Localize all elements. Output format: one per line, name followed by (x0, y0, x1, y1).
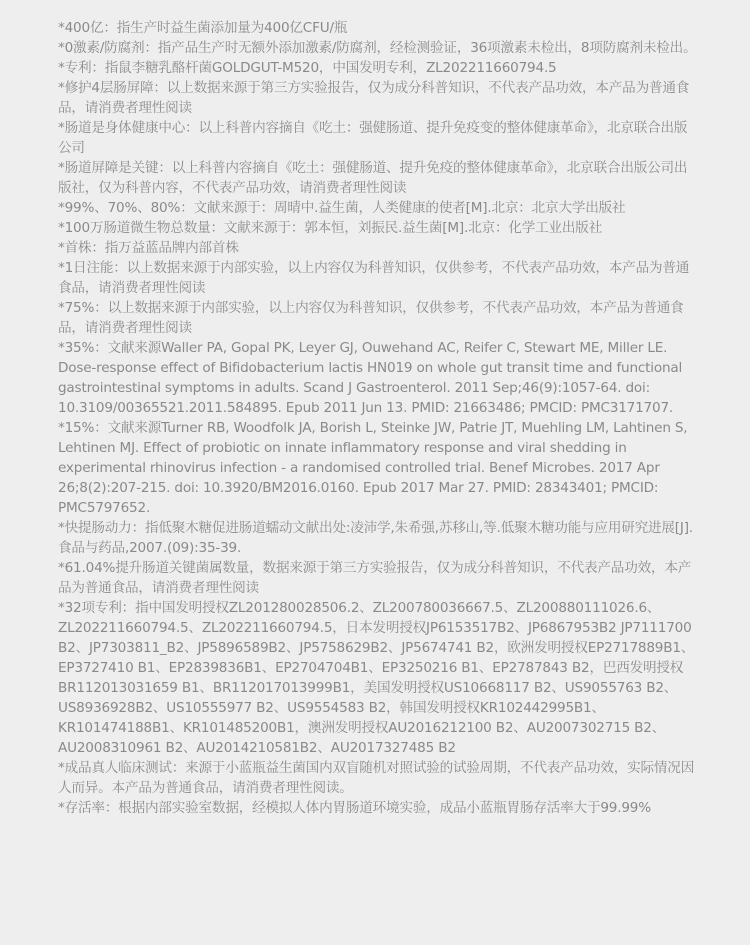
footnote-zero-hormone-preservative: *0激素/防腐剂：指产品生产时无额外添加激素/防腐剂，经检测验证，36项激素未检出，8项防腐剂未检出。 (58, 40, 697, 56)
footnote-gut-health-center: *肠道是身体健康中心：以上科普内容摘自《吃土：强健肠道、提升免疫变的整体健康革命》，北京联合出版公司 (58, 120, 688, 156)
footnote-one-day: *1日注能：以上数据来源于内部实验，以上内容仅为科普知识，仅供参考，不代表产品功效，本产品为普通食品，请消费者理性阅读 (58, 260, 690, 296)
footnote-61-percent: *61.04%提升肠道关键菌属数量，数据来源于第三方实验报告，仅为成分科普知识，不代表产品功效，本产品为普通食品，请消费者理性阅读 (58, 560, 692, 596)
footnote-first-strain: *首株：指万益蓝品牌内部首株 (58, 240, 239, 256)
footnote-15-percent: *15%：文献来源Turner RB, Woodfolk JA, Borish L, Steinke JW, Patrie JT, Muehling LM, Lahtinen S, Lehtinen MJ. Effect of probiotic on innate inflammatory response and viral shedding in experimental rhinovirus infection - a randomised controlled trial. Benef Microbes. 2017 Apr 26;8(2):207-215. doi: 10.3920/BM2016.0160. Epub 2017 Mar 27. PMID: 28343401; PMCID: PMC5797652. (58, 420, 688, 516)
footnote-gut-motility: *快提肠动力：指低聚木糖促进肠道蠕动文献出处:凌沛学,朱希强,苏移山,等.低聚木糖功能与应用研究进展[J].食品与药品,2007.(09):35-39. (58, 520, 693, 556)
footnote-400-billion: *400亿：指生产时益生菌添加量为400亿CFU/瓶 (58, 20, 348, 36)
footnote-32-patents: *32项专利：指中国发明授权ZL201280028506.2、ZL200780036667.5、ZL200880111026.6、ZL202211660794.5、ZL202211660794.5，日本发明授权JP6153517B2、JP6867953B2 JP7111700 B2、JP7303811_B2、JP5896589B2、JP5758629B2、JP5674741 B2，欧洲发明授权EP2717889B1、EP3727410 B1、EP2839836B1、EP2704704B1、EP3250216 B1、EP2787843 B2，巴西发明授权BR112013031659 B1、BR112017013999B1，美国发明授权US10668117 B2、US9055763 B2、US8936928B2、US10555977 B2、US9554583 B2，韩国发明授权KR102442995B1、KR101474188B1、KR101485200B1，澳洲发明授权AU2016212100 B2、AU2007302715 B2、AU2008310961 B2、AU2014210581B2、AU2017327485 B2 (58, 600, 695, 756)
footnote-microbe-count: *100万肠道微生物总数量：文献来源于：郭本恒，刘振民.益生菌[M].北京：化学工业出版社 (58, 220, 603, 236)
footnote-patent: *专利：指鼠李糖乳酪杆菌GOLDGUT-M520，中国发明专利，ZL202211660794.5 (58, 60, 557, 76)
footnote-gut-barrier-repair: *修护4层肠屏障：以上数据来源于第三方实验报告，仅为成分科普知识，不代表产品功效，本产品为普通食品，请消费者理性阅读 (58, 80, 690, 116)
footnote-75-percent: *75%：以上数据来源于内部实验，以上内容仅为科普知识，仅供参考，不代表产品功效，本产品为普通食品，请消费者理性阅读 (58, 300, 684, 336)
footnote-gut-barrier-key: *肠道屏障是关键：以上科普内容摘自《吃土：强健肠道、提升免疫的整体健康革命》，北京联合出版公司出版社，仅为科普内容，不代表产品功效，请消费者理性阅读 (58, 160, 688, 196)
footnote-clinical-test: *成品真人临床测试：来源于小蓝瓶益生菌国内双盲随机对照试验的试验周期，不代表产品功效，实际情况因人而异。本产品为普通食品，请消费者理性阅读。 (58, 760, 695, 796)
footnote-35-percent: *35%：文献来源Waller PA, Gopal PK, Leyer GJ, Ouwehand AC, Reifer C, Stewart ME, Miller LE. Dose-response effect of Bifidobacterium lactis HN019 on whole gut transit time and functional gastrointestinal symptoms in adults. Scand J Gastroenterol. 2011 Sep;46(9):1057-64. doi: 10.3109/00365521.2011.584895. Epub 2011 Jun 13. PMID: 21663486; PMCID: PMC3171707. (58, 340, 683, 416)
footnote-percent-sources: *99%、70%、80%：文献来源于：周晴中.益生菌，人类健康的使者[M].北京：北京大学出版社 (58, 200, 626, 216)
footnote-list (58, 18, 698, 818)
footnote-survival-rate: *存活率：根据内部实验室数据，经模拟人体内胃肠道环境实验，成品小蓝瓶胃肠存活率大于99.99% (58, 800, 651, 816)
